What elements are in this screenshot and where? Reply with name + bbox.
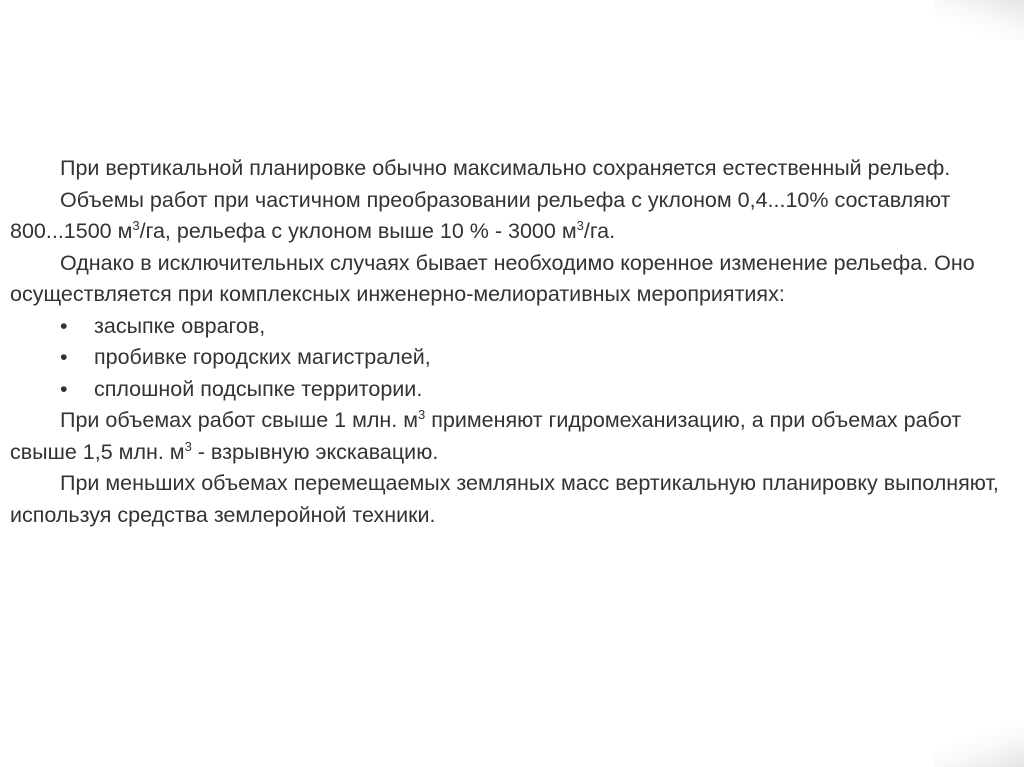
bullet-text: пробивке городских магистралей,: [94, 345, 431, 369]
paragraph-volumes: [10, 185, 1000, 248]
paragraph-large-volumes-text-3: - взрывную экскавацию.: [191, 439, 439, 464]
bullet-text: сплошной подсыпке территории.: [94, 376, 423, 401]
paragraph-volumes-text-3: /га.: [583, 219, 616, 243]
superscript-cubic: 3: [576, 218, 584, 233]
page-curl-shadow-top: [934, 0, 1024, 40]
bullet-marker: •: [60, 313, 68, 338]
paragraph-volumes-text-2: /га, рельефа с уклоном выше 10 % - 3000 м: [139, 219, 577, 243]
superscript-cubic: 3: [418, 407, 426, 422]
slide-text-body: [10, 153, 1000, 531]
superscript-cubic: 3: [132, 218, 140, 233]
paragraph-large-volumes-text-1: При объемах работ свыше 1 млн. м: [60, 408, 419, 432]
bullet-item: [10, 374, 1000, 406]
paragraph-large-volumes-text-2: применяют гидромеханизацию, а при объемах работ свыше 1,5 млн. м: [10, 408, 962, 464]
paragraph-exceptional: Однако в исключительных случаях бывает необходимо коренное изменение рельефа. Оно осуществляется при комплексных инженерно-мелиоративных мероприятиях:: [10, 250, 975, 306]
bullet-marker: •: [60, 376, 68, 401]
bullet-marker: •: [60, 345, 68, 369]
bullet-text: засыпке оврагов,: [94, 313, 266, 338]
bullet-item: [10, 342, 1000, 374]
paragraph-intro: При вертикальной планировке обычно максимально сохраняется естественный рельеф.: [60, 156, 951, 180]
paragraph-small-volumes: При меньших объемах перемещаемых земляных масс вертикальную планировку выполняют, используя средства землеройной техники.: [10, 471, 999, 527]
paragraph-volumes-text-1: Объемы работ при частичном преобразовании рельефа с уклоном 0,4...10% составляют 800...1500 м: [10, 187, 951, 243]
page-curl-shadow-bottom: [934, 727, 1024, 767]
paragraph-large-volumes: [10, 405, 1000, 468]
superscript-cubic: 3: [184, 438, 192, 454]
bullet-item: [10, 311, 1000, 343]
